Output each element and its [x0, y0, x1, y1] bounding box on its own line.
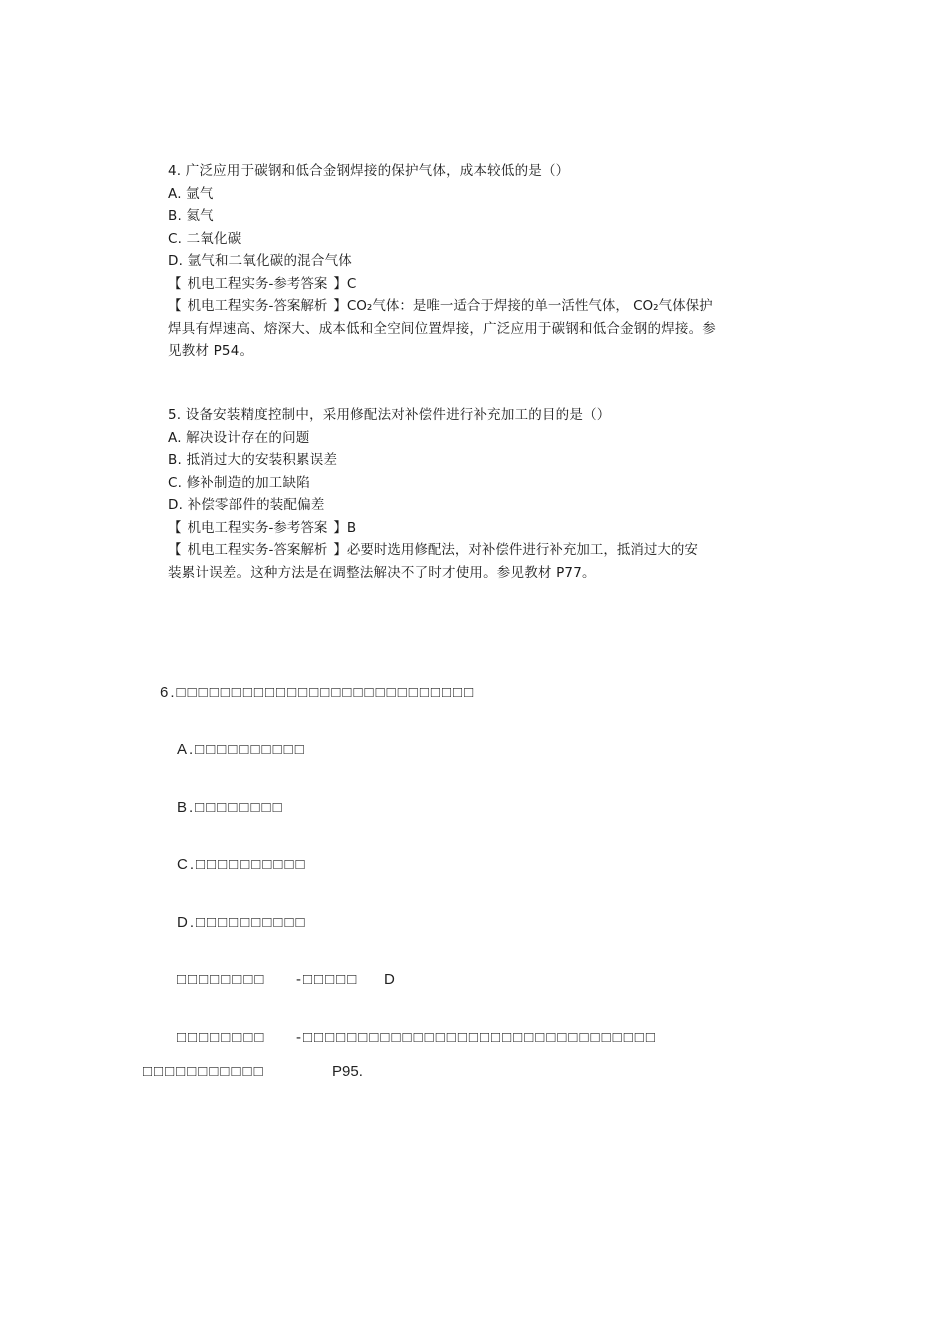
- answer-tag: 机电工程实务-参考答案: [187, 519, 328, 536]
- answer-value: 】B: [333, 519, 357, 536]
- question-4-option-d: D. 氩气和二氧化碳的混合气体: [168, 253, 352, 269]
- question-5-analysis: [168, 539, 698, 562]
- question-4-answer: [168, 273, 716, 296]
- question-5: [168, 404, 698, 584]
- question-5-answer: [168, 517, 698, 540]
- question-4-analysis: [168, 295, 716, 318]
- question-4-option-c: C. 二氧化碳: [168, 230, 242, 247]
- question-4-analysis-line-3: 见教材 P54。: [168, 343, 254, 359]
- analysis-text-1: 必要时选用修配法，对补偿件进行补充加工，抵消过大的安: [346, 542, 698, 558]
- question-4-option-a: A. 氩气: [168, 185, 214, 202]
- question-6-option-c: C.□□□□□□□□□□: [177, 856, 307, 873]
- question-5-option-b: B. 抵消过大的安装积累误差: [168, 452, 338, 468]
- analysis-open-bracket: 【: [168, 298, 182, 314]
- question-5-option-a: A. 解决设计存在的问题: [168, 429, 310, 446]
- question-5-option-c: C. 修补制造的加工缺陷: [168, 474, 310, 491]
- question-6-answer-mid: -□□□□□: [296, 971, 359, 988]
- question-5-option-d: D. 补偿零部件的装配偏差: [168, 497, 325, 513]
- question-5-stem: 5. 设备安装精度控制中，采用修配法对补偿件进行补充加工的目的是（）: [168, 407, 611, 423]
- analysis-open-bracket: 【: [168, 542, 182, 558]
- question-6-option-d: D.□□□□□□□□□□: [177, 914, 307, 931]
- analysis-close-bracket: 】: [333, 542, 347, 558]
- answer-open-bracket: 【: [168, 275, 182, 292]
- answer-value: 】C: [333, 275, 357, 292]
- question-5-analysis-line-2: 装累计误差。这种方法是在调整法解决不了时才使用。参见教材 P77。: [168, 564, 596, 581]
- question-6-analysis-line-2: □□□□□□□□□□□: [143, 1063, 265, 1080]
- analysis-tag: 机电工程实务-答案解析: [187, 542, 328, 558]
- question-6-analysis-text: -□□□□□□□□□□□□□□□□□□□□□□□□□□□□□□□□: [296, 1029, 657, 1046]
- question-6-answer-value: D: [384, 971, 395, 988]
- question-6-stem: 6.□□□□□□□□□□□□□□□□□□□□□□□□□□□: [160, 684, 476, 701]
- analysis-close-bracket: 】: [333, 298, 347, 314]
- question-6-option-a: A.□□□□□□□□□□: [177, 741, 306, 758]
- question-4-option-b: B. 氦气: [168, 208, 214, 224]
- answer-tag: 机电工程实务-参考答案: [187, 275, 328, 292]
- analysis-tag: 机电工程实务-答案解析: [187, 298, 328, 314]
- analysis-text-1: CO₂气体：是唯一适合于焊接的单一活性气体， CO₂气体保护: [346, 298, 713, 314]
- question-6-analysis-prefix: □□□□□□□□: [177, 1029, 266, 1046]
- question-4-analysis-line-2: 焊具有焊速高、熔深大、成本低和全空间位置焊接，广泛应用于碳钢和低合金钢的焊接。参: [168, 320, 716, 337]
- answer-open-bracket: 【: [168, 519, 182, 536]
- question-6-answer-prefix: □□□□□□□□: [177, 971, 266, 988]
- question-4-stem: 4. 广泛应用于碳钢和低合金钢焊接的保护气体，成本较低的是（）: [168, 163, 570, 179]
- question-6-option-b: B.□□□□□□□□: [177, 799, 284, 816]
- question-6-analysis-ref: P95.: [332, 1063, 363, 1080]
- question-4: [168, 160, 716, 363]
